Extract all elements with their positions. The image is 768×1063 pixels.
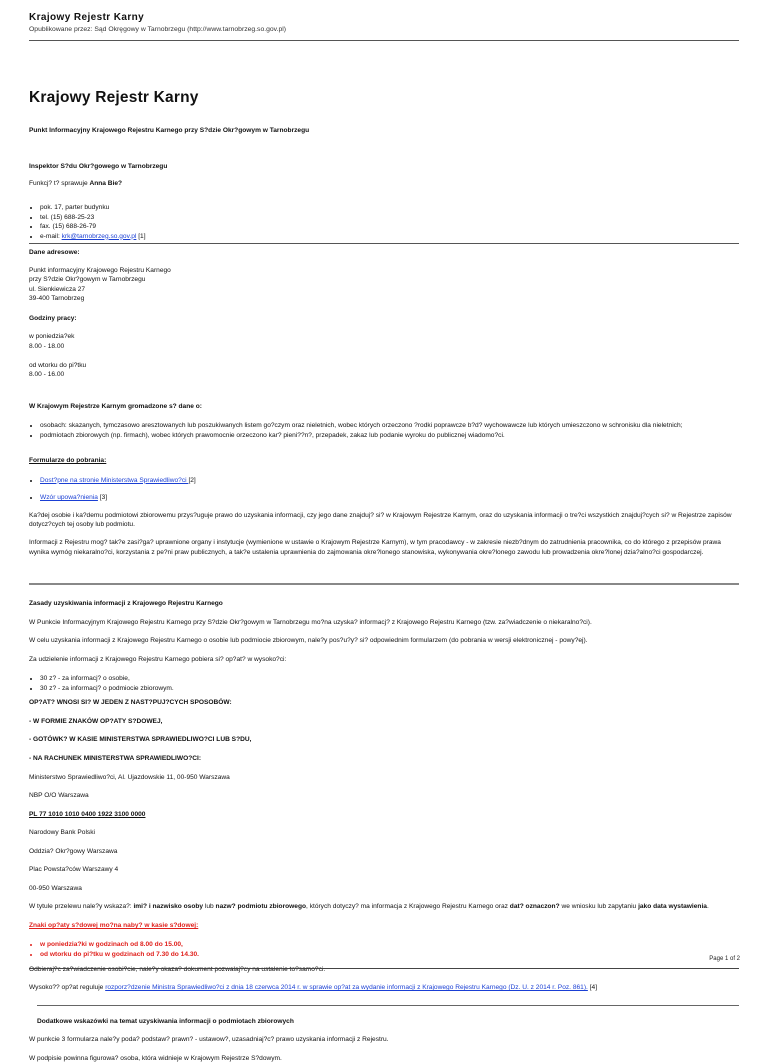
transfer-text: W tytule przelewu nale?y wskaza?: [29, 903, 134, 911]
regulation-link[interactable]: rozporz?dzenie Ministra Sprawiedliwo?ci z dnia 18 czerwca 2014 r. w sprawie op?at za wydanie informacji z Krajowego Rejestru Karnego (Dz. U. z 2014 r. Poz. 861). [105, 984, 588, 992]
payment-method: - NA RACHUNEK MINISTERSTWA SPRAWIEDLIWO?CI: [29, 755, 202, 762]
forms-list [29, 476, 739, 503]
inspector-name: Anna Bie? [89, 180, 123, 188]
bank-name: NBP O/O Warszawa [29, 792, 89, 800]
payment-method: - W FORMIE ZNAKÓW OP?ATY S?DOWEJ, [29, 717, 163, 725]
hours-rest [29, 361, 739, 380]
stamps-list [29, 940, 739, 959]
monday-hours: 8.00 - 18.00 [29, 342, 65, 350]
rules-paragraph: Za udzielenie informacji z Krajowego Rejestru Karnego pobiera si? op?at? w wysoko?ci: [29, 655, 287, 663]
email-prefix: e-mail: [40, 232, 62, 240]
transfer-instructions [29, 902, 739, 912]
bank-account: PL 77 1010 1010 0400 1922 3100 0000 [29, 810, 146, 818]
bank-street: Plac Powsta?ców Warszawy 4 [29, 866, 119, 874]
transfer-bold: jako data wystawienia [638, 903, 707, 911]
rules-heading: Zasady uzyskiwania informacji z Krajowego Rejestru Karnego [29, 600, 223, 608]
inspector-function [29, 179, 739, 189]
forms-paragraph: Informacji z Rejestru mog? tak?e zasi?ga? uprawnione organy i instytucje (wymienione w ustawie o Krajowym Rejestrze Karnym), w tym pracodawcy - w zakresie niezb?dnym do zatrudnienia pracownika, co do którego z przepisów prawa wynika wymóg niekaralno?ci, korzystania z pe?ni praw publicznych, a tak?e ustalenia uprawnienia do zajmowania okre?lonego stanowiska, wykonywania okre?lonego zawodu lub prowadzenia okre?lonej dzia?alno?ci gospodarczej. [29, 538, 721, 556]
address-line: Punkt informacyjny Krajowego Rejestru Karnego [29, 266, 171, 274]
data-heading: W Krajowym Rejestrze Karnym gromadzone s? dane o: [29, 402, 202, 410]
reg-ref: [4] [587, 984, 598, 992]
transfer-bold: imi? i nazwisko osoby [133, 903, 204, 911]
list-item: • osobach: skazanych, tymczasowo aresztowanych lub poszukiwanych listem go?czym oraz nieletnich, wobec których orzeczono ?rodki poprawcze b?d? wychowawcze lub których umieszczono w schronisku dla nieletnich; [40, 421, 739, 431]
payment-method: - GOTÓWK? W KASIE MINISTERSTWA SPRAWIEDLIWO?CI LUB S?DU, [29, 736, 252, 744]
additional-paragraph: W podpisie powinna figurowa? osoba, która widnieje w Krajowym Rejestrze S?dowym. [29, 1054, 282, 1062]
address-line: 39-400 Tarnobrzeg [29, 295, 85, 303]
transfer-text: , których dotyczy? ma informacja z Krajowego Rejestru Karnego oraz [306, 903, 510, 911]
hours-monday [29, 332, 739, 351]
list-item: • w poniedzia?ki w godzinach od 8.00 do 15.00, [40, 940, 739, 950]
stamps-heading: Znaki op?aty s?dowej mo?na naby? w kasie s?dowej: [29, 921, 199, 929]
subtitle: Punkt Informacyjny Krajowego Rejestru Karnego przy S?dzie Okr?gowym w Tarnobrzegu [29, 127, 310, 135]
email-link[interactable]: krk@tarnobrzeg.so.gov.pl [61, 232, 137, 240]
link-ref: [3] [97, 494, 108, 502]
page-number: Page 1 of 2 [709, 956, 740, 962]
contact-list [29, 203, 739, 241]
published-by: Opublikowane przez: Sąd Okręgowy w Tarnobrzegu (http://www.tarnobrzeg.so.gov.pl) [29, 26, 287, 33]
inspector-heading: Inspektor S?du Okr?gowego w Tarnobrzegu [29, 162, 168, 170]
rules-paragraph: W celu uzyskania informacji z Krajowego Rejestru Karnego o osobie lub podmiocie zbiorowym, nale?y pos?u?y? si? odpowiednim formularzem (do pobrania w wersji elektronicznej - powy?ej). [29, 637, 588, 645]
function-prefix: Funkcj? t? sprawuje [29, 180, 90, 188]
section-divider [29, 243, 739, 244]
footer-rule [29, 968, 739, 969]
bank-postcode: 00-950 Warszawa [29, 884, 82, 892]
rest-label: od wtorku do pi?tku [29, 361, 87, 369]
bank-name-full: Narodowy Bank Polski [29, 829, 95, 837]
transfer-text: we wniosku lub zapytaniu [559, 903, 639, 911]
address-block [29, 266, 739, 304]
transfer-text: . [706, 903, 709, 911]
ministry-forms-link[interactable]: Dost?pne na stronie Ministerstwa Sprawiedliwo?ci [40, 476, 189, 484]
list-item: • podmiotach zbiorowych (np. firmach), wobec których prawomocnie orzeczono kar? pieni??n?, przepadek, zakaz lub podanie wyroku do publicznej wiadomo?ci. [40, 431, 739, 441]
header-divider [29, 40, 739, 41]
forms-paragraph: Ka?dej osobie i ka?demu podmiotowi zbiorowemu przys?uguje prawo do uzyskania informacji, czy jego dane znajduj? si? w Krajowym Rejestrze Karnym, oraz do uzyskania informacji o tre?ci wszystkich znajduj?cych si? w Rejestrze zapisów dotycz?cych tej osoby lub podmiotu. [29, 511, 732, 529]
address-heading: Dane adresowe: [29, 249, 80, 257]
list-item: • 30 z? - za informacj? o osobie, [40, 674, 739, 684]
transfer-bold: dat? oznaczon? [509, 903, 560, 911]
monday-label: w poniedzia?ek [29, 333, 75, 341]
hours-heading: Godziny pracy: [29, 314, 77, 322]
additional-box [29, 1005, 739, 1063]
additional-paragraph: W punkcie 3 formularza nale?y poda? podstaw? prawn? - ustawow?, uzasadniaj?c? prawo uzyskania informacji z Rejestru. [29, 1036, 389, 1044]
transfer-text: lub [203, 903, 216, 911]
email-ref: [1] [136, 232, 146, 240]
ministry-address: Ministerstwo Sprawiedliwo?ci, Al. Ujazdowskie 11, 00-950 Warszawa [29, 773, 230, 781]
address-line: przy S?dzie Okr?gowym w Tarnobrzegu [29, 276, 146, 284]
list-item: • pok. 17, parter budynku [40, 203, 739, 213]
page-content [29, 12, 739, 1063]
list-item [40, 476, 739, 486]
list-item: • od wtorku do pi?tku w godzinach od 7.30 do 14.30. [40, 950, 739, 960]
site-title: Krajowy Rejestr Karny [29, 12, 145, 23]
transfer-bold: nazw? podmiotu zbiorowego [215, 903, 307, 911]
forms-heading: Formularze do pobrania: [29, 457, 107, 465]
rules-paragraph: W Punkcie Informacyjnym Krajowego Rejestru Karnego przy S?dzie Okr?gowym w Tarnobrzegu mo?na uzyska? informacj? z Krajowego Rejestru Karnego (tzw. za?wiadczenie o niekaralno?ci). [29, 618, 592, 626]
list-item: • fax. (15) 688-26-79 [40, 222, 739, 232]
fees-list [29, 674, 739, 693]
list-item [40, 493, 739, 503]
address-line: ul. Sienkiewicza 27 [29, 285, 86, 293]
bank-branch: Oddzia? Okr?gowy Warszawa [29, 847, 118, 855]
authorization-form-link[interactable]: Wzór upowa?nienia [40, 494, 98, 502]
list-item [40, 232, 739, 242]
list-item: • tel. (15) 688-25-23 [40, 213, 739, 223]
page-title: Krajowy Rejestr Karny [29, 88, 199, 106]
box-top-rule [37, 1005, 739, 1006]
reg-prefix: Wysoko?? op?at reguluje [29, 984, 106, 992]
regulation-note [29, 983, 739, 993]
additional-heading: Dodatkowe wskazówki na temat uzyskiwania informacji o podmiotach zbiorowych [37, 1017, 294, 1025]
link-ref: [2] [188, 476, 196, 484]
rest-hours: 8.00 - 16.00 [29, 371, 65, 379]
payment-heading: OP?AT? WNOSI SI? W JEDEN Z NAST?PUJ?CYCH SPOSOBÓW: [29, 699, 232, 707]
data-list [29, 421, 739, 440]
list-item: • 30 z? - za informacj? o podmiocie zbiorowym. [40, 684, 739, 694]
section-divider [29, 583, 739, 585]
pickup-note: Odbieraj?c za?wiadczenie osobi?cie, nale?y okaza? dokument pozwalaj?cy na ustalenie to?samo?ci. [29, 965, 326, 973]
